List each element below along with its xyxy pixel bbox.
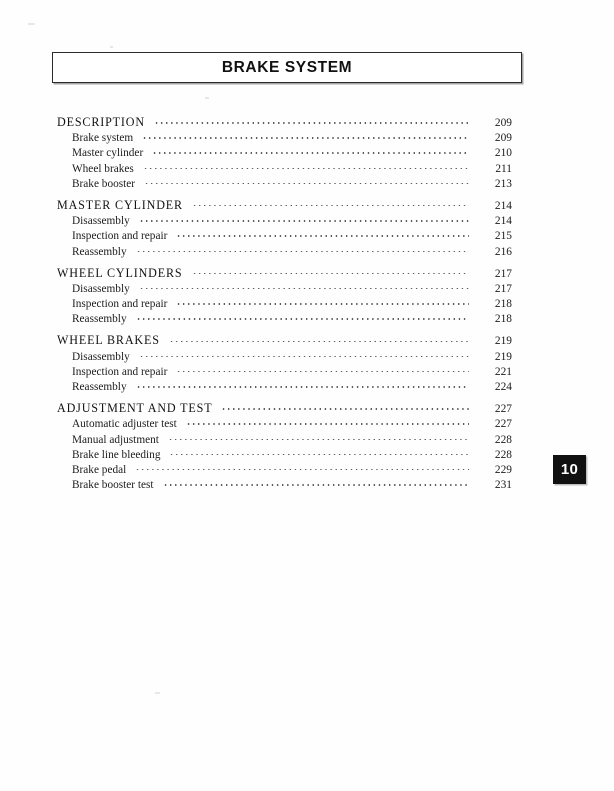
toc-page-number: 209 [494, 117, 512, 129]
toc-entry-row[interactable] [57, 462, 512, 477]
toc-page-number: 215 [494, 230, 512, 243]
toc-group [57, 266, 512, 327]
toc-dot-leader [154, 115, 469, 126]
toc-section-label: WHEEL BRAKES [57, 333, 160, 348]
toc-dot-leader [152, 145, 469, 156]
toc-dot-leader [139, 213, 469, 224]
scan-artifact [28, 23, 35, 25]
chapter-number: 10 [560, 461, 579, 478]
toc-dot-leader [176, 296, 469, 307]
toc-entry-label: Brake booster [72, 177, 136, 190]
toc-page-number: 227 [494, 403, 512, 416]
toc-entry-label: Inspection and repair [72, 365, 168, 378]
toc-page-number: 214 [494, 199, 512, 212]
toc-dot-leader [176, 364, 469, 375]
toc-group [57, 333, 512, 394]
toc-entry-label: Automatic adjuster test [72, 418, 177, 431]
toc-entry-row[interactable] [57, 228, 512, 243]
toc-page-number: 209 [494, 132, 512, 145]
toc-dot-leader [169, 333, 469, 344]
toc-entry-row[interactable] [57, 176, 512, 191]
toc-entry-label: Inspection and repair [72, 298, 168, 311]
toc-page-number: 224 [494, 381, 512, 393]
toc-dot-leader [221, 401, 469, 412]
toc-entry-label: Reassembly [72, 381, 127, 393]
toc-page-number: 213 [494, 177, 512, 190]
toc-entry-row[interactable] [57, 244, 512, 259]
toc-entry-label: Reassembly [72, 313, 127, 326]
toc-dot-leader [192, 198, 469, 209]
toc-dot-leader [163, 477, 469, 488]
toc-dot-leader [139, 281, 469, 292]
page-title-box [52, 52, 522, 83]
toc-page-number: 216 [494, 245, 512, 258]
toc-entry-row[interactable] [57, 379, 512, 394]
toc-entry-row[interactable] [57, 145, 512, 160]
toc-page-number: 217 [494, 282, 512, 295]
toc-entry-row[interactable] [57, 130, 512, 145]
toc-section-row[interactable] [57, 198, 512, 213]
toc-entry-row[interactable] [57, 213, 512, 228]
page-title: BRAKE SYSTEM [221, 58, 353, 76]
toc-page-number: 211 [495, 162, 512, 175]
toc-entry-label: Wheel brakes [72, 162, 134, 175]
toc-entry-label: Manual adjustment [72, 433, 159, 446]
toc-dot-leader [169, 447, 469, 458]
toc-section-label: DESCRIPTION [57, 115, 145, 129]
toc-dot-leader [176, 228, 469, 239]
toc-section-label: MASTER CYLINDER [57, 197, 183, 212]
toc-page-number: 228 [494, 433, 512, 446]
toc-page-number: 210 [494, 147, 512, 160]
chapter-tab [553, 455, 586, 484]
toc-entry-row[interactable] [57, 296, 512, 311]
toc-section-row[interactable] [57, 333, 512, 348]
toc-dot-leader [192, 266, 470, 277]
toc-entry-label: Brake booster test [72, 479, 154, 492]
toc-group [57, 198, 512, 259]
toc-page-number: 231 [494, 479, 512, 492]
toc-entry-label: Brake pedal [72, 463, 127, 476]
toc-entry-row[interactable] [57, 364, 512, 379]
toc-dot-leader [136, 311, 469, 322]
toc-section-row[interactable] [57, 266, 512, 281]
toc-entry-label: Disassembly [72, 282, 130, 295]
toc-dot-leader [139, 349, 469, 360]
toc-page-number: 214 [494, 215, 512, 228]
toc-page-number: 227 [494, 418, 512, 431]
toc-entry-row[interactable] [57, 477, 512, 492]
toc-dot-leader [136, 379, 469, 390]
toc-page-number: 219 [494, 335, 512, 348]
toc-entry-label: Reassembly [72, 245, 127, 258]
toc-dot-leader [143, 161, 469, 172]
toc-entry-row[interactable] [57, 311, 512, 326]
toc-entry-label: Inspection and repair [72, 230, 168, 243]
toc-page-number: 217 [494, 267, 512, 280]
scan-artifact [110, 46, 113, 48]
toc-section-row[interactable] [57, 115, 512, 130]
toc-group [57, 115, 512, 191]
toc-entry-row[interactable] [57, 161, 512, 176]
toc-page-number: 219 [494, 350, 512, 363]
toc-entry-label: Disassembly [72, 215, 130, 228]
toc-entry-row[interactable] [57, 281, 512, 296]
toc-dot-leader [142, 130, 469, 141]
toc-section-row[interactable] [57, 401, 512, 416]
toc-dot-leader [136, 244, 469, 255]
toc-entry-row[interactable] [57, 416, 512, 431]
toc-entry-row[interactable] [57, 349, 512, 364]
toc-entry-row[interactable] [57, 447, 512, 462]
toc-entry-row[interactable] [57, 432, 512, 447]
toc-section-label: ADJUSTMENT AND TEST [57, 401, 213, 416]
toc-page-number: 221 [494, 365, 512, 378]
toc-page-number: 218 [494, 298, 512, 311]
toc-dot-leader [186, 416, 469, 427]
toc-entry-label: Master cylinder [72, 147, 144, 160]
toc-entry-label: Brake line bleeding [72, 448, 161, 461]
toc-entry-label: Disassembly [72, 350, 130, 363]
toc-entry-label: Brake system [72, 132, 134, 145]
scan-artifact [155, 692, 160, 694]
toc-dot-leader [168, 432, 469, 443]
toc-dot-leader [144, 176, 469, 187]
toc-page-number: 228 [494, 448, 512, 461]
scan-artifact [205, 97, 209, 99]
toc-dot-leader [135, 462, 469, 473]
toc-page-number: 229 [494, 463, 512, 476]
toc-group [57, 401, 512, 492]
table-of-contents [57, 115, 512, 492]
toc-page-number: 218 [494, 313, 512, 326]
toc-section-label: WHEEL CYLINDERS [57, 265, 183, 280]
